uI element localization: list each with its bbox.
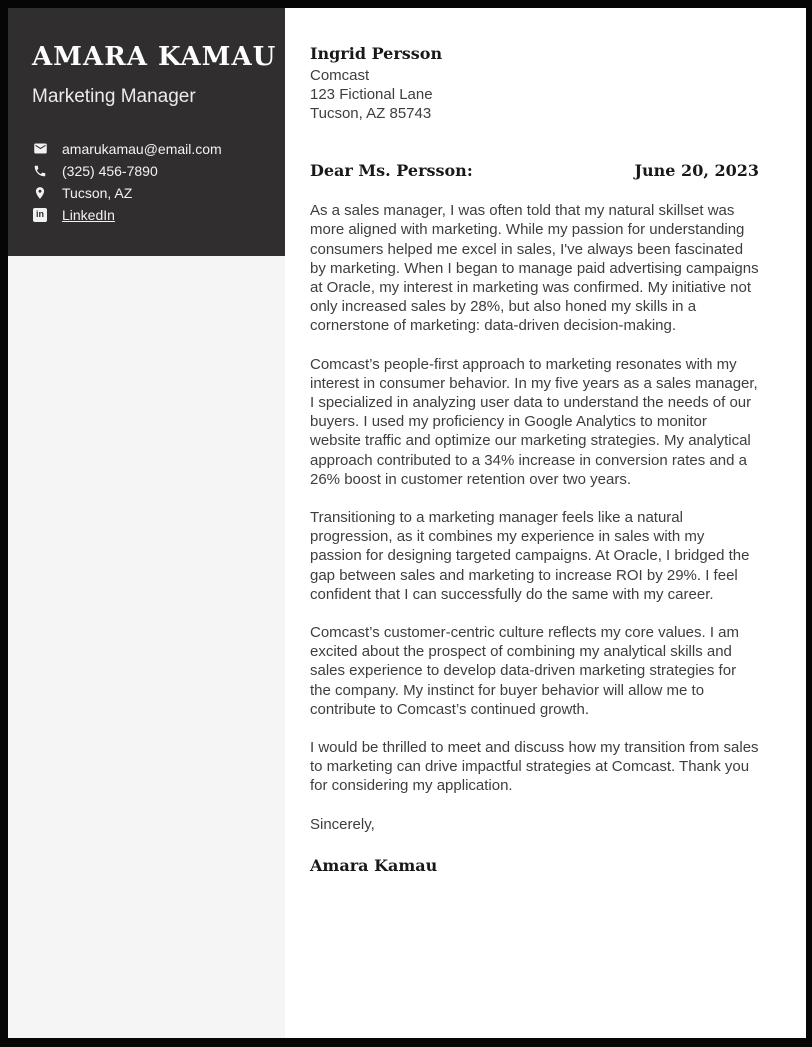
letter-date: June 20, 2023 bbox=[634, 161, 759, 180]
contact-linkedin bbox=[32, 206, 267, 223]
letter-paragraph-4: Comcast’s customer-centric culture reflects my core values. I am excited about the prospect of combining my analytical skills and sales experience to develop data-driven marketing strategies for the company. My instinct for buyer behavior will allow me to contribute to Comcast’s continued growth. bbox=[310, 624, 740, 718]
candidate-job-title: Marketing Manager bbox=[32, 86, 196, 107]
contact-location-label: Tucson, AZ bbox=[62, 184, 133, 201]
contact-email-label: amarukamau@email.com bbox=[62, 140, 222, 157]
contact-list bbox=[32, 140, 267, 223]
linkedin-icon: in bbox=[32, 208, 48, 222]
sidebar-header bbox=[8, 8, 285, 256]
recipient-name: Ingrid Persson bbox=[310, 44, 443, 63]
salutation-row bbox=[310, 161, 759, 180]
location-icon bbox=[32, 186, 48, 200]
recipient-block bbox=[310, 44, 759, 123]
contact-phone bbox=[32, 162, 267, 179]
candidate-name: AMARA KAMAU bbox=[32, 42, 277, 72]
contact-phone-label: (325) 456-7890 bbox=[62, 162, 158, 179]
recipient-address-line2: Tucson, AZ 85743 bbox=[310, 105, 432, 122]
sidebar-lower-panel bbox=[8, 256, 285, 1038]
recipient-company: Comcast bbox=[310, 67, 370, 84]
contact-location bbox=[32, 184, 267, 201]
phone-icon bbox=[32, 164, 48, 178]
linkedin-link[interactable]: LinkedIn bbox=[62, 206, 115, 223]
salutation: Dear Ms. Persson: bbox=[310, 161, 473, 180]
email-icon bbox=[32, 141, 48, 156]
signature-name: Amara Kamau bbox=[310, 855, 438, 875]
letter-paragraph-2: Comcast’s people-first approach to marketing resonates with my interest in consumer behavior. In my five years as a sales manager, I specialized in analyzing user data to understand the needs of our buyers. I used my proficiency in Google Analytics to monitor website traffic and optimize our marketing strategies. My analytical approach contributed to a 34% increase in conversion rates and a 26% boost in customer retention over two years. bbox=[310, 355, 758, 488]
recipient-address-line1: 123 Fictional Lane bbox=[310, 86, 433, 103]
contact-email bbox=[32, 140, 267, 157]
letter-paragraph-1: As a sales manager, I was often told that my natural skillset was more aligned with marketing. While my passion for understanding consumers helped me excel in sales, I've always been fascinated by marketing. When I began to manage paid advertising campaigns at Oracle, my interest in marketing was confirmed. My initiative not only increased sales by 28%, but also honed my skills in a cornerstone of marketing: data-driven decision-making. bbox=[310, 202, 759, 335]
letter-paragraph-5: I would be thrilled to meet and discuss how my transition from sales to marketing can drive impactful strategies at Comcast. Thank you for considering my application. bbox=[310, 739, 759, 795]
cover-letter-page bbox=[8, 8, 806, 1038]
letter-paragraph-3: Transitioning to a marketing manager feels like a natural progression, as it combines my experience in sales with my passion for designing targeted campaigns. At Oracle, I bridged the gap between sales and marketing to increase ROI by 29%. I feel confident that I can successfully do the same with my career. bbox=[310, 509, 750, 603]
letter-body bbox=[285, 8, 806, 1038]
sidebar bbox=[8, 8, 285, 1038]
closing: Sincerely, bbox=[310, 815, 375, 833]
